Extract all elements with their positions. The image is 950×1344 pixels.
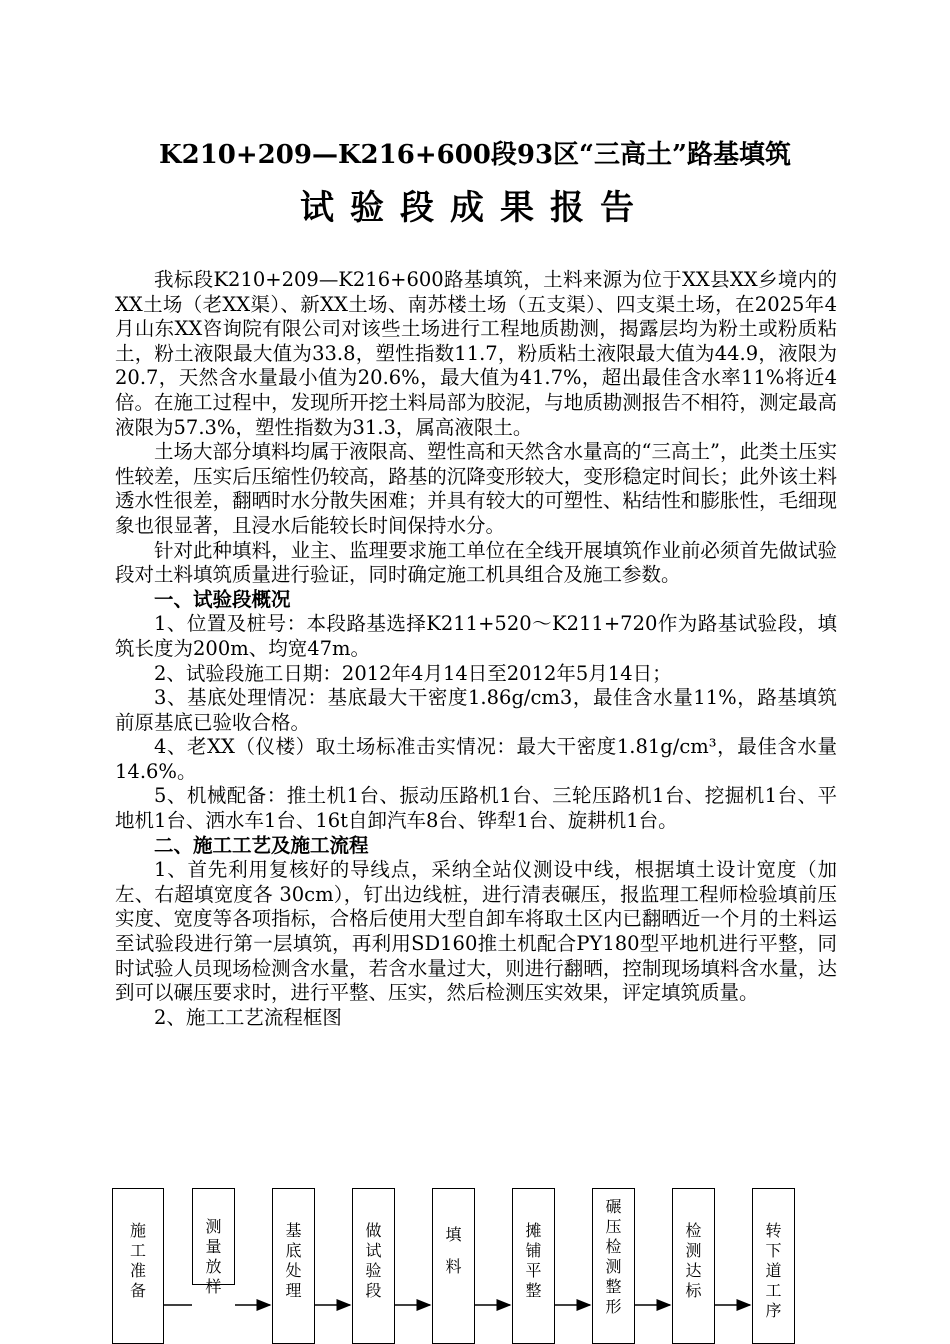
- flow-step-compact-check: 碾压检测整形: [592, 1188, 635, 1344]
- list-item: 1、首先利用复核好的导线点，采纳全站仪测设中线，根据填土设计宽度（加左、右超填宽度各 30cm），钉出边线桩，进行清表碾压，报监理工程师检验填前压实度、宽度等各项指标，合格后使用大型自卸车将取土区内已翻晒近一个月的土料运至试验段进行第一层填筑，再利用SD160推土机配合PY180型平地机进行平整，同时试验人员现场检测含水量，若含水量过大，则进行翻晒，控制现场填料含水量，达到可以碾压要求时，进行平整、压实，然后检测压实效果，评定填筑质量。: [115, 858, 837, 1005]
- flow-step-spread-level: 摊铺平整: [512, 1188, 555, 1344]
- paragraph: 我标段K210+209—K216+600路基填筑，土料来源为位于XX县XX乡境内的XX土场（老XX渠）、新XX土场、南苏楼土场（五支渠）、四支渠土场，在2025年4月山东XX咨询院有限公司对该些土场进行工程地质勘测，揭露层均为粉土或粉质粘土，粉土液限最大值为33.8，塑性指数11.7，粉质粘土液限最大值为44.9，液限为20.7，天然含水量最小值为20.6%，最大值为41.7%，超出最佳含水率11%将近4倍。在施工过程中，发现所开挖土料局部为胶泥，与地质勘测报告不相符，测定最高液限为57.3%，塑性指数为31.3，属高液限土。: [115, 268, 837, 439]
- list-item: 4、老XX（仪楼）取土场标准击实情况：最大干密度1.81g/cm³，最佳含水量14.6%。: [115, 735, 837, 783]
- flow-step-survey: 测量放样: [192, 1188, 235, 1285]
- process-flowchart: [0, 1180, 950, 1344]
- section-heading: 二、施工工艺及施工流程: [154, 833, 369, 857]
- flow-step-check-pass: 检测达标: [672, 1188, 715, 1344]
- document-title-line1: K210+209—K216+600段93区“三高土”路基填筑: [159, 140, 791, 170]
- paragraph: 针对此种填料，业主、监理要求施工单位在全线开展填筑作业前必须首先做试验段对土料填筑质量进行验证，同时确定施工机具组合及施工参数。: [115, 538, 837, 587]
- flow-step-fill: 填料: [432, 1188, 475, 1344]
- list-item: 3、基底处理情况：基底最大干密度1.86g/cm3，最佳含水量11%，路基填筑前原基底已验收合格。: [115, 686, 837, 734]
- flow-step-prep: 施工准备: [112, 1188, 164, 1344]
- paragraph: 土场大部分填料均属于液限高、塑性高和天然含水量高的“三高土”，此类土压实性较差，压实后压缩性仍较高，路基的沉降变形较大，变形稳定时间长；此外该土料透水性很差，翻晒时水分散失困难；并具有较大的可塑性、粘结性和膨胀性，毛细现象也很显著，且浸水后能较长时间保持水分。: [115, 440, 837, 537]
- list-item: 2、施工工艺流程框图: [154, 1005, 342, 1029]
- flow-step-next-process: 转下道工序: [752, 1188, 795, 1344]
- list-item: 2、试验段施工日期：2012年4月14日至2012年5月14日；: [154, 661, 672, 685]
- list-item: 1、位置及桩号：本段路基选择K211+520～K211+720作为路基试验段，填筑长度为200m、均宽47m。: [115, 612, 837, 660]
- document-body: [115, 268, 837, 1030]
- document-title-line2: 试验段成果报告: [300, 188, 650, 228]
- flow-step-trial-section: 做试验段: [352, 1188, 395, 1344]
- flow-step-base-treatment: 基底处理: [272, 1188, 315, 1344]
- section-heading: 一、试验段概况: [154, 587, 291, 611]
- list-item: 5、机械配备：推土机1台、振动压路机1台、三轮压路机1台、挖掘机1台、平地机1台、洒水车1台、16t自卸汽车8台、铧犁1台、旋耕机1台。: [115, 784, 837, 833]
